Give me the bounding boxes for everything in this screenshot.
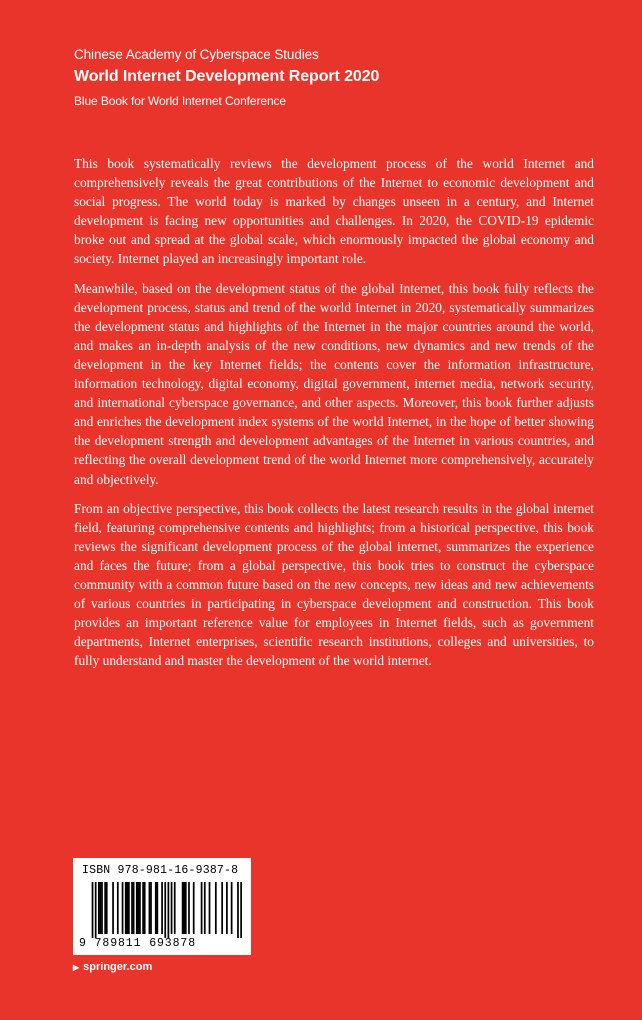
barcode-bar	[104, 882, 106, 934]
barcode-bar	[125, 882, 127, 934]
barcode-bar	[156, 882, 158, 934]
isbn-number: ISBN 978-981-16-9387-8	[82, 864, 239, 877]
blurb-paragraph-1: This book systematically reviews the development process of the world Internet and comprehensively reveals the great contributions of the Internet to economic development and social progress. The world today is marked by changes unseen in a century, and Internet development is facing new opportunities and challenges. In 2020, the COVID-19 epidemic broke out and spread at the global scale, which enormously impacted the global economy and society. Internet played an increasingly important role.	[74, 156, 594, 267]
blurb	[74, 154, 594, 680]
barcode-bar	[131, 882, 133, 934]
barcode-bar	[149, 882, 151, 934]
barcode-bar	[209, 882, 211, 934]
publisher-url: springer.com	[83, 961, 153, 973]
barcode-bar	[193, 882, 195, 934]
barcode-bar	[139, 882, 141, 934]
ean-number: 9 789811 693878	[79, 937, 197, 950]
barcode-bar	[150, 882, 152, 934]
barcode-bar	[231, 882, 233, 934]
barcode-bar	[122, 882, 124, 934]
barcode-bar	[201, 882, 203, 934]
book-title: World Internet Development Report 2020	[74, 68, 380, 85]
barcode-bar	[204, 882, 206, 934]
barcode-bar	[133, 882, 135, 934]
barcode-bar	[221, 882, 223, 934]
book-subtitle: Blue Book for World Internet Conference	[74, 94, 286, 108]
barcode-bar	[215, 882, 217, 934]
cover-header	[74, 46, 594, 110]
barcode-bar	[226, 882, 228, 934]
barcode-bar	[100, 882, 102, 934]
barcode-bar	[182, 882, 184, 934]
barcode-bar	[112, 882, 114, 934]
barcode-bar	[183, 882, 185, 934]
blurb-paragraph-3: From an objective perspective, this book collects the latest research results in the global internet field, featuring comprehensive contents and highlights; from a historical perspective, this book reviews the significant development process of the global internet, summarizes the experience and faces the future; from a global perspective, this book tries to construct the cyberspace community with a common future based on the new concepts, new ideas and new achievements of various countries in participating in cyberspace development and construction. This book provides an important reference value for employees in Internet fields, such as government departments, Internet enterprises, scientific research institutions, colleges and universities, to fully understand and master the development of the world internet.	[74, 500, 594, 669]
barcode-bar	[142, 882, 144, 934]
barcode-bar	[164, 882, 166, 938]
barcode-bar	[136, 882, 138, 934]
triangle-right-icon: ▶	[73, 962, 80, 972]
barcode-bar	[174, 882, 176, 934]
barcode-bar	[126, 882, 128, 934]
barcode-bar	[240, 882, 242, 938]
publisher-link[interactable]	[73, 961, 152, 973]
barcode-bar	[144, 882, 146, 934]
barcode-bar	[106, 882, 108, 934]
barcode-bar	[155, 882, 157, 934]
barcode-bar	[237, 882, 239, 938]
barcode-bar	[168, 882, 170, 938]
blurb-paragraph-2: Meanwhile, based on the development status of the global Internet, this book fully reflects the development process, status and trend of the world Internet in 2020, systematically summarizes the development status and highlights of the Internet in the major countries around the world, and makes an in-depth analysis of the new conditions, new dynamics and new trends of the development in the key Internet fields; the contents cover the information infrastructure, information technology, digital economy, digital government, internet media, network security, and international cyberspace governance, and other aspects. Moreover, this book further adjusts and enriches the development index systems of the world Internet, in the hope of better showing the development strength and development advantages of the Internet in various countries, and reflecting the overall development trend of the world Internet more comprehensively, accurately and objectively.	[74, 280, 594, 487]
barcode-bar	[128, 882, 130, 934]
barcode-bar	[138, 882, 140, 934]
isbn-barcode	[73, 858, 251, 955]
barcode-bars	[79, 882, 245, 938]
barcode-bar	[101, 882, 103, 934]
barcode-bar	[188, 882, 190, 934]
barcode-bar	[171, 882, 173, 934]
barcode-bar	[161, 882, 163, 934]
author-org: Chinese Academy of Cyberspace Studies	[74, 47, 319, 62]
barcode-bar	[92, 882, 94, 938]
barcode-bar	[117, 882, 119, 934]
barcode-bar	[185, 882, 187, 934]
barcode-bar	[98, 882, 100, 934]
barcode-bar	[95, 882, 97, 938]
